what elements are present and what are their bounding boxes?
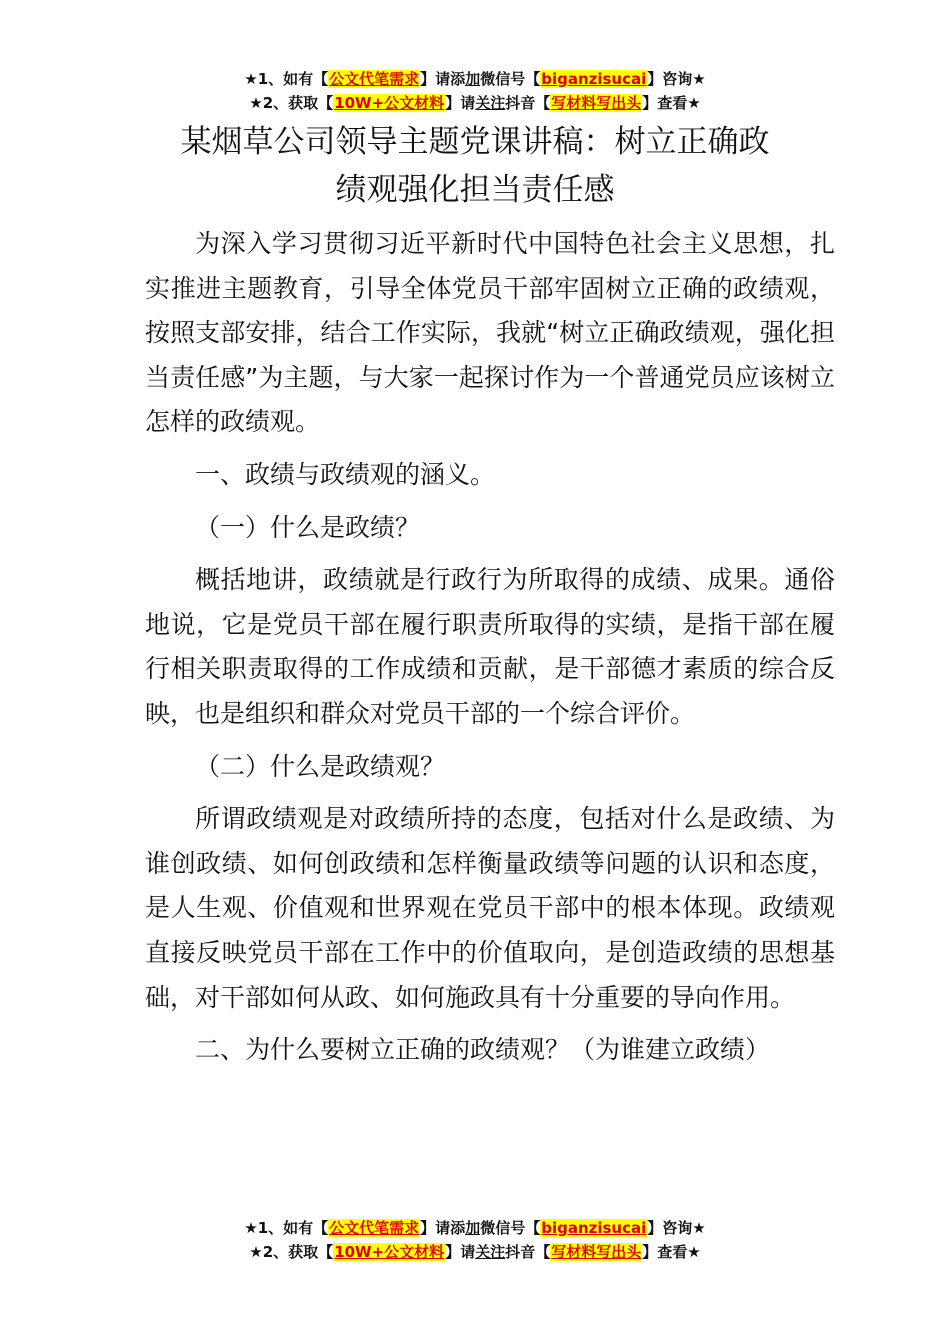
top-banner <box>0 67 950 115</box>
banner-highlight: 写材料写出头 <box>551 94 642 112</box>
document-body <box>145 222 835 1081</box>
banner-underline: 关注 <box>475 1243 506 1261</box>
banner-text: 】请 <box>445 1243 476 1261</box>
banner-text: 微信号【 <box>480 70 541 88</box>
banner-underline: 关注 <box>475 94 506 112</box>
banner-text: 】请添 <box>420 1219 466 1237</box>
banner-highlight: biganzisucai <box>541 70 647 88</box>
bottom-banner <box>0 1216 950 1264</box>
banner-highlight: 公文代笔需求 <box>329 1219 420 1237</box>
section-heading: 一、政绩与政绩观的涵义。 <box>195 459 496 489</box>
banner-text: ★1、如有【 <box>244 70 329 88</box>
banner-text: 】查看★ <box>642 1243 701 1261</box>
banner-text: ★2、获取【 <box>249 94 334 112</box>
paragraph: 概括地讲，政绩就是行政行为所取得的成绩、成果。通俗地说，它是党员干部在履行职责所取得的实绩，是指干部在履行相关职责取得的工作成绩和贡献，是干部德才素质的综合反映，也是组织和群众对党员干部的一个综合评价。 <box>145 565 835 728</box>
banner-text: 】咨询★ <box>647 1219 706 1237</box>
banner-underline: 加 <box>465 1219 481 1237</box>
banner-line-1 <box>0 1216 950 1240</box>
banner-text: 】咨询★ <box>647 70 706 88</box>
banner-text: ★2、获取【 <box>249 1243 334 1261</box>
banner-text: 抖音【 <box>505 94 551 112</box>
section-heading: 二、为什么要树立正确的政绩观？（为谁建立政绩） <box>195 1035 771 1065</box>
banner-text: 微信号【 <box>480 1219 541 1237</box>
banner-line-1 <box>0 67 950 91</box>
banner-highlight: 公文代笔需求 <box>329 70 420 88</box>
banner-highlight: 10W+公文材料 <box>334 1243 445 1261</box>
banner-highlight: 10W+公文材料 <box>334 94 445 112</box>
title-line-2: 绩观强化担当责任感 <box>335 172 615 208</box>
banner-highlight: biganzisucai <box>541 1219 647 1237</box>
paragraph: 为深入学习贯彻习近平新时代中国特色社会主义思想，扎实推进主题教育，引导全体党员干部牢固树立正确的政绩观，按照支部安排，结合工作实际，我就“树立正确政绩观，强化担当责任感”为主题，与大家一起探讨作为一个普通党员应该树立怎样的政绩观。 <box>145 229 835 437</box>
title-line-1: 某烟草公司领导主题党课讲稿：树立正确政 <box>180 124 770 160</box>
banner-highlight: 写材料写出头 <box>551 1243 642 1261</box>
banner-text: 抖音【 <box>505 1243 551 1261</box>
subsection-heading: （二）什么是政绩观？ <box>195 751 446 781</box>
subsection-heading: （一）什么是政绩？ <box>195 512 421 542</box>
banner-text: ★1、如有【 <box>244 1219 329 1237</box>
document-title <box>0 118 950 214</box>
banner-text: 】查看★ <box>642 94 701 112</box>
banner-line-2 <box>0 1240 950 1264</box>
paragraph: 所谓政绩观是对政绩所持的态度，包括对什么是政绩、为谁创政绩、如何创政绩和怎样衡量政绩等问题的认识和态度，是人生观、价值观和世界观在党员干部中的根本体现。政绩观直接反映党员干部在工作中的价值取向，是创造政绩的思想基础，对干部如何从政、如何施政具有十分重要的导向作用。 <box>145 804 835 1012</box>
banner-text: 】请 <box>445 94 476 112</box>
banner-line-2 <box>0 91 950 115</box>
banner-underline: 加 <box>465 70 481 88</box>
banner-text: 】请添 <box>420 70 466 88</box>
